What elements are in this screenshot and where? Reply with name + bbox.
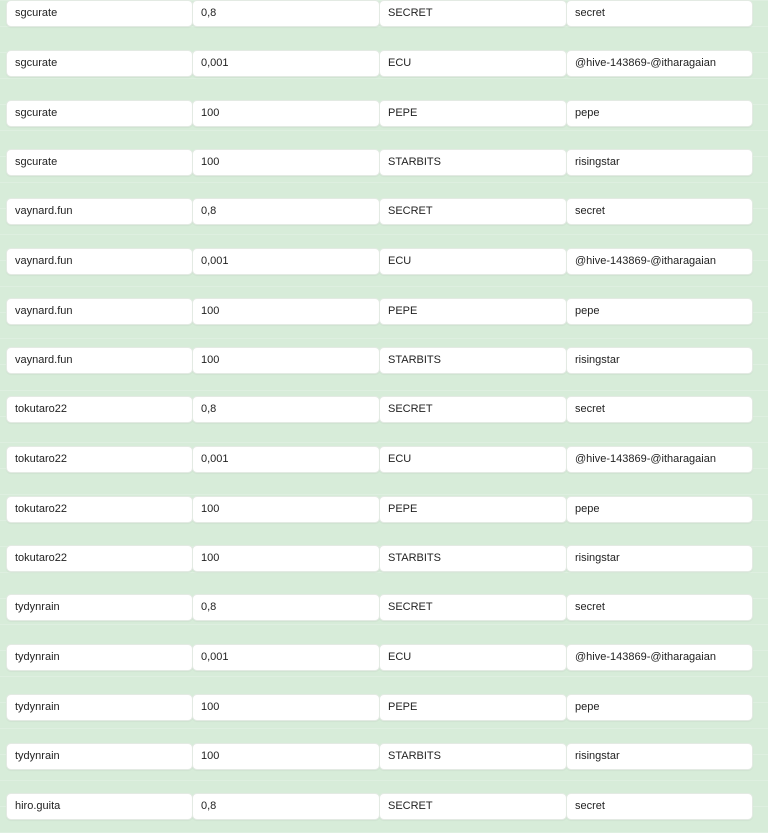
token-input[interactable]: SECRET — [379, 0, 567, 27]
token-input[interactable]: PEPE — [379, 298, 567, 325]
token-input[interactable]: PEPE — [379, 100, 567, 127]
table-row — [6, 594, 753, 621]
table-row — [6, 743, 753, 770]
table-row — [6, 50, 753, 77]
memo-input[interactable]: risingstar — [566, 149, 753, 176]
memo-input[interactable]: @hive-143869-@itharagaian — [566, 644, 753, 671]
memo-input[interactable]: @hive-143869-@itharagaian — [566, 248, 753, 275]
user-input[interactable]: vaynard.fun — [6, 298, 193, 325]
token-input[interactable]: SECRET — [379, 594, 567, 621]
token-input[interactable]: SECRET — [379, 793, 567, 820]
amount-input[interactable]: 100 — [192, 496, 380, 523]
token-input[interactable]: ECU — [379, 644, 567, 671]
table-row — [6, 694, 753, 721]
memo-input[interactable]: pepe — [566, 694, 753, 721]
table-row — [6, 496, 753, 523]
amount-input[interactable]: 0,8 — [192, 793, 380, 820]
memo-input[interactable]: @hive-143869-@itharagaian — [566, 50, 753, 77]
table-row — [6, 0, 753, 27]
table-row — [6, 545, 753, 572]
memo-input[interactable]: risingstar — [566, 545, 753, 572]
amount-input[interactable]: 0,8 — [192, 198, 380, 225]
amount-input[interactable]: 100 — [192, 149, 380, 176]
user-input[interactable]: sgcurate — [6, 149, 193, 176]
amount-input[interactable]: 0,8 — [192, 0, 380, 27]
table-row — [6, 198, 753, 225]
token-input[interactable]: PEPE — [379, 496, 567, 523]
table-row — [6, 446, 753, 473]
table-row — [6, 149, 753, 176]
user-input[interactable]: tydynrain — [6, 694, 193, 721]
amount-input[interactable]: 100 — [192, 545, 380, 572]
user-input[interactable]: tokutaro22 — [6, 545, 193, 572]
table-row — [6, 793, 753, 820]
user-input[interactable]: vaynard.fun — [6, 198, 193, 225]
user-input[interactable]: tokutaro22 — [6, 446, 193, 473]
token-input[interactable]: ECU — [379, 50, 567, 77]
table-row — [6, 396, 753, 423]
amount-input[interactable]: 100 — [192, 743, 380, 770]
table-row — [6, 644, 753, 671]
memo-input[interactable]: @hive-143869-@itharagaian — [566, 446, 753, 473]
amount-input[interactable]: 0,8 — [192, 396, 380, 423]
amount-input[interactable]: 100 — [192, 298, 380, 325]
amount-input[interactable]: 0,001 — [192, 248, 380, 275]
memo-input[interactable]: secret — [566, 594, 753, 621]
user-input[interactable]: sgcurate — [6, 0, 193, 27]
token-input[interactable]: PEPE — [379, 694, 567, 721]
user-input[interactable]: sgcurate — [6, 50, 193, 77]
memo-input[interactable]: pepe — [566, 298, 753, 325]
user-input[interactable]: tokutaro22 — [6, 496, 193, 523]
memo-input[interactable]: secret — [566, 0, 753, 27]
user-input[interactable]: sgcurate — [6, 100, 193, 127]
memo-input[interactable]: pepe — [566, 496, 753, 523]
user-input[interactable]: tydynrain — [6, 644, 193, 671]
memo-input[interactable]: risingstar — [566, 743, 753, 770]
table-row — [6, 347, 753, 374]
token-input[interactable]: STARBITS — [379, 545, 567, 572]
amount-input[interactable]: 100 — [192, 347, 380, 374]
memo-input[interactable]: secret — [566, 198, 753, 225]
table-row — [6, 100, 753, 127]
amount-input[interactable]: 0,001 — [192, 50, 380, 77]
user-input[interactable]: hiro.guita — [6, 793, 193, 820]
token-input[interactable]: STARBITS — [379, 347, 567, 374]
token-input[interactable]: STARBITS — [379, 743, 567, 770]
token-input[interactable]: SECRET — [379, 198, 567, 225]
amount-input[interactable]: 0,001 — [192, 446, 380, 473]
memo-input[interactable]: secret — [566, 793, 753, 820]
amount-input[interactable]: 100 — [192, 694, 380, 721]
user-input[interactable]: vaynard.fun — [6, 248, 193, 275]
amount-input[interactable]: 100 — [192, 100, 380, 127]
user-input[interactable]: tydynrain — [6, 743, 193, 770]
memo-input[interactable]: secret — [566, 396, 753, 423]
amount-input[interactable]: 0,001 — [192, 644, 380, 671]
user-input[interactable]: vaynard.fun — [6, 347, 193, 374]
memo-input[interactable]: pepe — [566, 100, 753, 127]
token-input[interactable]: SECRET — [379, 396, 567, 423]
user-input[interactable]: tokutaro22 — [6, 396, 193, 423]
table-row — [6, 248, 753, 275]
memo-input[interactable]: risingstar — [566, 347, 753, 374]
user-input[interactable]: tydynrain — [6, 594, 193, 621]
token-input[interactable]: ECU — [379, 248, 567, 275]
amount-input[interactable]: 0,8 — [192, 594, 380, 621]
token-input[interactable]: STARBITS — [379, 149, 567, 176]
token-input[interactable]: ECU — [379, 446, 567, 473]
table-row — [6, 298, 753, 325]
